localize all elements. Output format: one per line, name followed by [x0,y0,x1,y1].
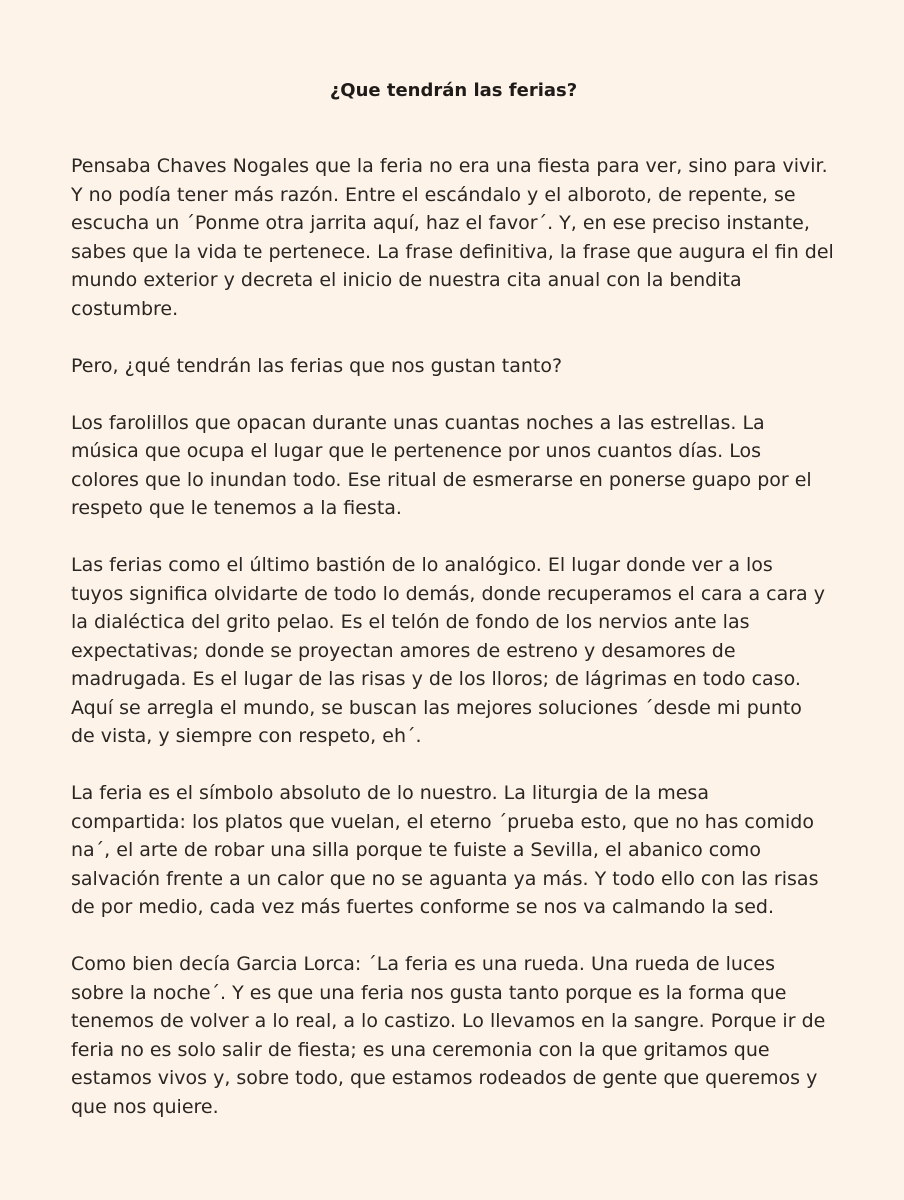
document-body [71,152,836,1121]
paragraph-6: Como bien decía Garcia Lorca: ´La feria es una rueda. Una rueda de luces sobre la noche´. Y es que una feria nos gusta tanto porque es la forma que tenemos de volver a lo real, a lo castizo. Lo llevamos en la sangre. Porque ir de feria no es solo salir de fiesta; es una ceremonia con la que gritamos que estamos vivos y, sobre todo, que estamos rodeados de gente que queremos y que nos quiere. [71,953,826,1118]
document-title: ¿Que tendrán las ferias? [329,80,578,101]
paragraph-5: La feria es el símbolo absoluto de lo nuestro. La liturgia de la mesa compartida: los platos que vuelan, el eterno ´prueba esto, que no has comido na´, el arte de robar una silla porque te fuiste a Sevilla, el abanico como salvación frente a un calor que no se aguanta ya más. Y todo ello con las risas de por medio, cada vez más fuertes conforme se nos va calmando la sed. [71,782,819,918]
paragraph-2: Pero, ¿qué tendrán las ferias que nos gustan tanto? [71,354,563,377]
paragraph-3: Los farolillos que opacan durante unas cuantas noches a las estrellas. La música que ocupa el lugar que le pertenence por unos cuantos días. Los colores que lo inundan todo. Ese ritual de esmerarse en ponerse guapo por el respeto que le tenemos a la fiesta. [71,411,812,519]
paragraph-1: Pensaba Chaves Nogales que la feria no era una fiesta para ver, sino para vivir. Y no podía tener más razón. Entre el escándalo y el alboroto, de repente, se escucha un ´Ponme otra jarrita aquí, haz el favor´. Y, en ese preciso instante, sabes que la vida te pertenece. La frase definitiva, la frase que augura el fin del mundo exterior y decreta el inicio de nuestra cita anual con la bendita costumbre. [71,155,834,320]
paragraph-4: Las ferias como el último bastión de lo analógico. El lugar donde ver a los tuyos significa olvidarte de todo lo demás, donde recuperamos el cara a cara y la dialéctica del grito pelao. Es el telón de fondo de los nervios ante las expectativas; donde se proyectan amores de estreno y desamores de madrugada. Es el lugar de las risas y de los lloros; de lágrimas en todo caso. Aquí se arregla el mundo, se buscan las mejores soluciones ´desde mi punto de vista, y siempre con respeto, eh´. [71,554,825,747]
